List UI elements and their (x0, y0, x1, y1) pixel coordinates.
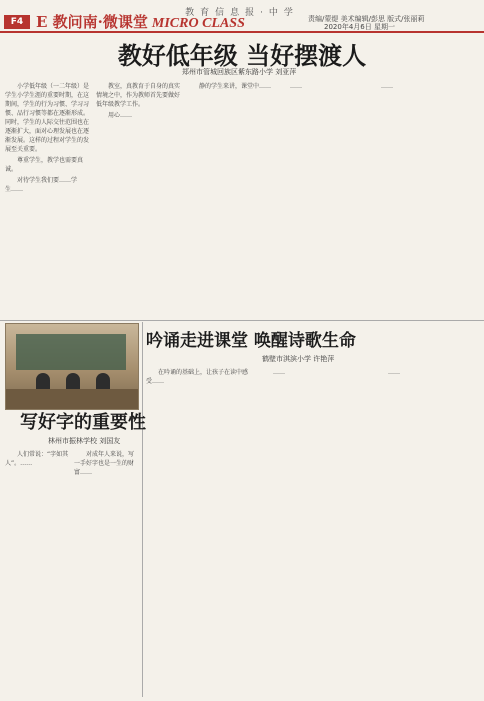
masthead-rule (0, 31, 484, 33)
paragraph: 用心…… (108, 112, 133, 119)
paragraph: 对待学生我们要……学生…… (5, 177, 78, 193)
masthead (0, 0, 484, 32)
paragraph: 人们常说：“字如其人”。…… (5, 451, 69, 467)
paragraph: …… (381, 83, 393, 90)
article-2-column-2 (261, 368, 369, 696)
section-title-latin: MICRO CLASS (151, 16, 245, 31)
article-3-byline: 林州市振林学校 刘国友 (48, 437, 121, 445)
section-divider (0, 320, 484, 321)
article-3-title: 写好字的重要性 (20, 412, 146, 433)
paragraph: 静的学生来讲，课堂中…… (199, 83, 271, 90)
article-1-title: 教好低年级 当好摆渡人 (117, 41, 367, 70)
paragraph: 对成年人来说，写一手好字也是一生的财富…… (74, 451, 135, 476)
article-3-column-1 (5, 450, 69, 696)
paragraph: 尊重学生，教学也需要真诚。 (5, 157, 84, 173)
column-divider (142, 322, 143, 697)
article-2-byline: 鹤壁市淇滨小学 许艳萍 (262, 355, 335, 363)
paragraph: 在吟诵的基础上，让孩子在读中感受…… (146, 369, 249, 385)
masthead-top-text: 教育信息报·中学 (185, 8, 299, 18)
desk-shape (6, 389, 138, 409)
article-1-column-1 (5, 82, 89, 318)
article-3-column-2 (74, 450, 138, 696)
paragraph: …… (273, 369, 285, 376)
page-number-badge: F4 (4, 15, 30, 29)
paragraph: 小学低年级（一二年级）是学生小学生涯的重要时期，在这期间，学生的行为习惯、学习习惯、品行习惯等都在逐渐形成。同时，学生的人际交往范围也在逐渐扩大，面对心理发展也在逐渐发展。这样的过程对学生的发展至关重要。 (5, 83, 89, 153)
article-1-column-3 (187, 82, 271, 318)
blackboard-shape (16, 334, 126, 370)
article-1-column-5 (369, 82, 479, 318)
section-title-cn: E 教问南·微课堂 (36, 13, 148, 31)
article-1-column-2 (96, 82, 180, 318)
editor-credits: 责编/蒙缇 美术编辑/彭思 版式/张丽莉 (308, 15, 425, 23)
article-1-byline: 郑州市管城回族区紫东路小学 刘亚萍 (182, 68, 297, 76)
issue-date: 2020年4月6日 星期一 (324, 23, 395, 31)
article-1-column-4 (278, 82, 362, 318)
article-2-title: 吟诵走进课堂 唤醒诗歌生命 (146, 331, 356, 351)
article-2-column-1 (146, 368, 254, 696)
article-2-column-3 (376, 368, 480, 696)
paragraph: 教室，真教育于自身的真实情境之中，作为教师首先要做好低年级教学工作。 (96, 83, 180, 108)
section-title (36, 11, 245, 32)
paragraph: …… (290, 83, 302, 90)
classroom-photo (5, 323, 139, 410)
paragraph: …… (388, 369, 400, 376)
